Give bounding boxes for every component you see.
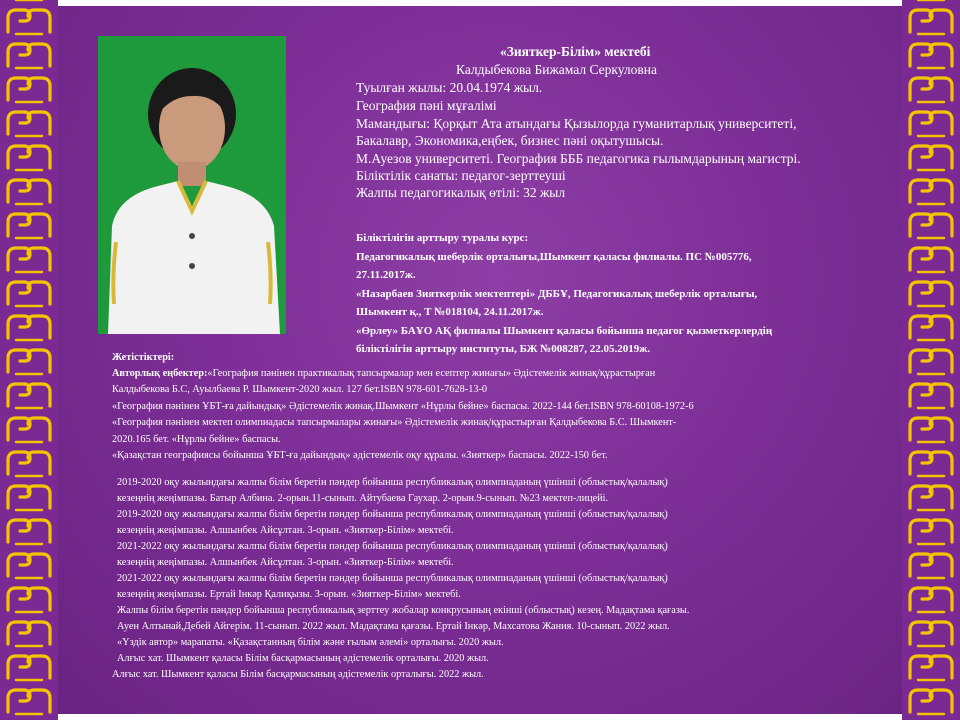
courses-title: Біліктілігін арттыру туралы курс: [356,232,529,244]
ornament-pattern-left [0,0,58,720]
olympiad-line: «Үздік автор» марапаты. «Қазақстанның білім және ғылым әлемі» орталығы. 2020 жыл. [117,637,504,648]
achievements-title: Жетістіктері: [112,352,175,363]
olympiad-line: 2019-2020 оқу жылындағы жалпы білім беретін пәндер бойынша республикалық олимпиаданың үшінші (облыстық/қалалық) [117,509,668,520]
header-line: Мамандығы: Қорқыт Ата атындағы Қызылорда гуманитарлық университеті, [356,116,797,131]
achievement-line: «Қазақстан географиясы бойынша ҰБТ-ға дайындық» әдістемелік оқу құралы. «Зияткер» баспасы. 2022-150 бет. [112,450,608,461]
course-line: Педагогикалық шеберлік орталығы,Шымкент қаласы филиалы. ПС №005776, [356,251,752,263]
achievement-line: «География пәнінен мектеп олимпиадасы тапсырмалары жинағы» Әдістемелік жинақ/құрастырған Қалдыбекова Б.С. Шымкент- [112,417,677,428]
header-line: М.Ауезов университеті. География БББ педагогика ғылымдарының магистрі. [356,151,801,166]
author-works-label: Авторлық еңбектер: [112,368,208,379]
header-line: Бакалавр, Экономика,еңбек, бизнес пәні оқытушысы. [356,133,664,148]
header-line: Жалпы педагогикалық өтілі: 32 жыл [356,185,566,200]
author-works-line [112,368,655,379]
olympiad-line: Алғыс хат. Шымкент қаласы Білім басқармасының әдістемелік орталығы. 2020 жыл. [117,653,489,664]
teacher-name: Калдыбекова Бижамал Серкуловна [456,62,657,77]
olympiad-line: Жалпы білім беретін пәндер бойынша республикалық зерттеу жобалар конкрусының екінші (облыстық) кезең. Мадақтама қағазы. [117,605,690,616]
course-line: «Өрлеу» БАҰО АҚ филиалы Шымкент қаласы бойынша педагог қызметкерлердің [356,325,773,337]
olympiad-line: Алғыс хат. Шымкент қаласы Білім басқармасының әдістемелік орталығы. 2022 жыл. [112,669,484,680]
olympiad-line: 2021-2022 оқу жылындағы жалпы білім беретін пәндер бойынша республикалық олимпиаданың үшінші (облыстық/қалалық) [117,541,668,552]
olympiad-line: кезеңнің жеңімпазы. Ертай Інкәр Қалиқызы. 3-орын. «Зияткер-Білім» мектебі. [117,589,461,600]
course-line: «Назарбаев Зияткерлік мектептері» ДББҰ, Педагогикалық шеберлік орталығы, [356,288,758,300]
achievement-line: 2020.165 бет. «Нұрлы бейне» баспасы. [112,434,281,445]
ornament-pattern-right [902,0,960,720]
left-ornament-border [0,0,58,720]
school-title: «Зияткер-Білім» мектебі [500,44,651,59]
achievement-line: Калдыбекова Б.С, Ауылбаева Р. Шымкент-2020 жыл. 127 бет.ISBN 978-601-7628-13-0 [112,384,488,395]
teacher-portrait-image [98,36,286,334]
achievement-line: «География пәнінен ҰБТ-ға дайындық» Әдістемелік жинақ.Шымкент «Нұрлы бейне» баспасы. 2022-144 бет.ISBN 978-60108-1972-6 [112,401,694,412]
course-line: 27.11.2017ж. [356,269,416,281]
author-works-text: «География пәнінен практикалық тапсырмалар мен есептер жинағы» Әдістемелік жинақ/құрастырған [207,368,656,379]
header-line: География пәні мұғалімі [356,98,497,113]
header-line: Туылған жылы: 20.04.1974 жыл. [356,80,543,95]
olympiad-line: кезеңнің жеңімпазы. Батыр Албина. 2-орын.11-сынып. Айтубаева Гаухар. 2-орын.9-сынып. №23 мектеп-лицейі. [117,493,609,504]
olympiad-line: кезеңнің жеңімпазы. Алшынбек Айсұлтан. 3-орын. «Зияткер-Білім» мектебі. [117,525,454,536]
course-line: біліктілігін арттыру институты, БЖ №008287, 22.05.2019ж. [356,343,650,355]
right-ornament-border [902,0,960,720]
course-line: Шымкент қ., Т №018104, 24.11.2017ж. [356,306,544,318]
teacher-photo [98,36,286,334]
olympiad-line: 2021-2022 оқу жылындағы жалпы білім беретін пәндер бойынша республикалық олимпиаданың үшінші (облыстық/қалалық) [117,573,668,584]
header-line: Біліктілік санаты: педагог-зерттеуші [356,168,566,183]
olympiad-line: 2019-2020 оқу жылындағы жалпы білім беретін пәндер бойынша республикалық олимпиаданың үшінші (облыстық/қалалық) [117,477,668,488]
olympiad-line: кезеңнің жеңімпазы. Алшынбек Айсұлтан. 3-орын. «Зияткер-Білім» мектебі. [117,557,454,568]
olympiad-line: Ауен Алтынай,Дебей Айгерім. 11-сынып. 2022 жыл. Мадақтама қағазы. Ертай Інкәр, Махсатова Жания. 10-сынып. 2022 жыл. [117,621,670,632]
